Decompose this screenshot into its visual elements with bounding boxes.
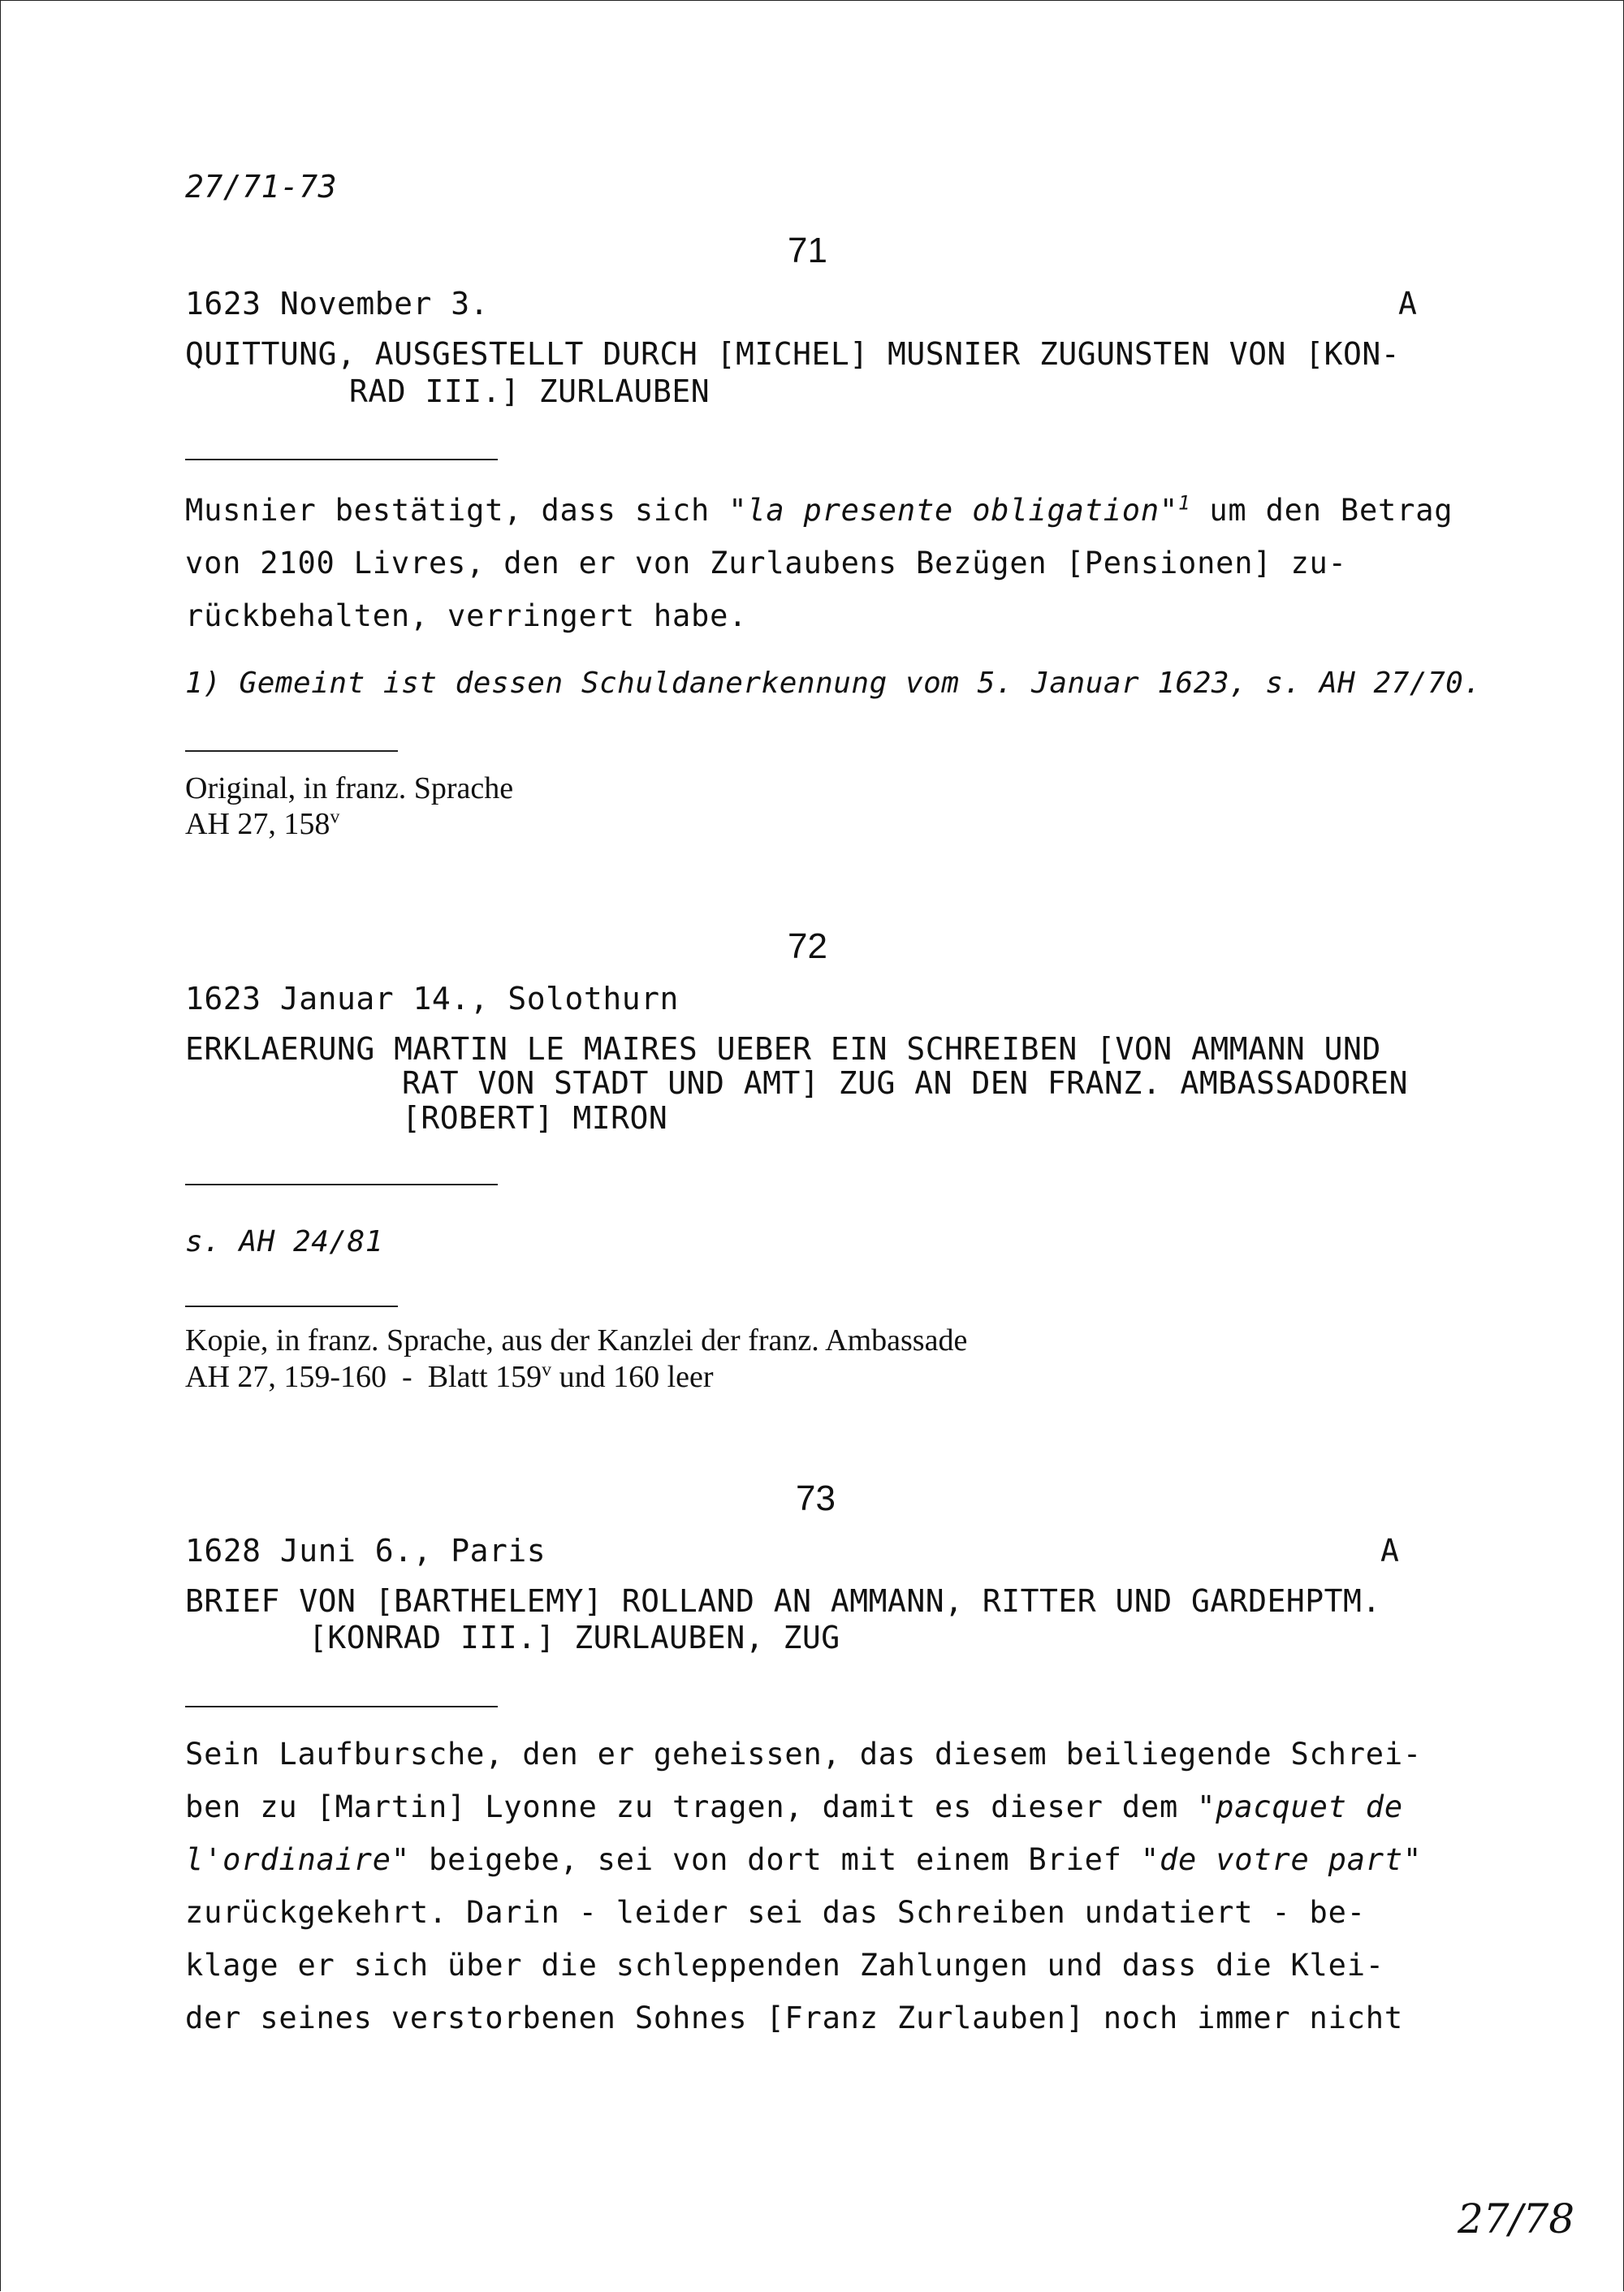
entry-72-source-line1: Kopie, in franz. Sprache, aus der Kanzlei der franz. Ambassade <box>185 1323 968 1358</box>
separator-rule <box>185 1184 498 1185</box>
separator-rule <box>185 1306 398 1307</box>
entry-71-date: 1623 November 3. <box>185 286 490 322</box>
entry-71-footnote: 1) Gemeint ist dessen Schuldanerkennung vom 5. Januar 1623, s. AH 27/70. <box>185 667 1482 700</box>
separator-rule <box>185 750 398 752</box>
separator-rule <box>185 1706 498 1707</box>
entry-number-73: 73 <box>796 1478 836 1518</box>
entry-72-title-line1: ERKLAERUNG MARTIN LE MAIRES UEBER EIN SCHREIBEN [VON AMMANN UND <box>185 1031 1381 1067</box>
entry-71-title-line2: RAD III.] ZURLAUBEN <box>349 373 710 409</box>
entry-73-summary-line3 <box>185 1833 1501 1886</box>
entry-73-marker: A <box>1380 1533 1400 1569</box>
quoted-phrase: "de votre part" <box>1140 1842 1423 1877</box>
entry-72-title-line2: RAT VON STADT UND AMT] ZUG AN DEN FRANZ. AMBASSADOREN <box>402 1065 1409 1101</box>
entry-72-title-line3: [ROBERT] MIRON <box>402 1100 668 1136</box>
entry-73-summary-line5: klage er sich über die schleppenden Zahlungen und dass die Klei- <box>185 1948 1384 1983</box>
entry-number-72: 72 <box>788 926 827 966</box>
entry-71-summary-line3: rückbehalten, verringert habe. <box>185 598 748 633</box>
entry-71-summary-line2: von 2100 Livres, den er von Zurlaubens Bezügen [Pensionen] zu- <box>185 546 1347 581</box>
text-segment: beigebe, sei von dort mit einem Brief <box>409 1842 1141 1877</box>
archive-reference: AH 27, 158 <box>185 807 330 841</box>
text-segment: und 160 leer <box>551 1360 714 1394</box>
entry-71-marker: A <box>1398 286 1418 322</box>
separator-rule <box>185 459 498 460</box>
text-segment: um den Betrag <box>1190 493 1453 528</box>
entry-73-summary-line2 <box>185 1781 1501 1833</box>
verso-marker: v <box>542 1359 552 1381</box>
archive-reference: AH 27, 159-160 - Blatt 159 <box>185 1360 542 1394</box>
entry-71-title-line1: QUITTUNG, AUSGESTELLT DURCH [MICHEL] MUSNIER ZUGUNSTEN VON [KON- <box>185 336 1401 372</box>
page-reference: 27/71-73 <box>185 169 338 205</box>
quoted-phrase: l'ordinaire" <box>185 1842 410 1877</box>
handwritten-page-number: 27/78 <box>1458 2195 1575 2242</box>
entry-73-title-line1: BRIEF VON [BARTHELEMY] ROLLAND AN AMMANN, RITTER UND GARDEHPTM. <box>185 1583 1381 1619</box>
entry-73-summary-line4: zurückgekehrt. Darin - leider sei das Schreiben undatiert - be- <box>185 1895 1366 1930</box>
entry-73-summary-line6: der seines verstorbenen Sohnes [Franz Zurlauben] noch immer nicht <box>185 2001 1403 2035</box>
footnote-marker: 1 <box>1178 491 1191 515</box>
entry-72-source-line2 <box>185 1358 714 1396</box>
entry-73-date: 1628 Juni 6., Paris <box>185 1533 546 1569</box>
entry-71-summary-line1 <box>185 484 1501 537</box>
entry-73-summary <box>185 1728 1501 2044</box>
entry-73-summary-line1: Sein Laufbursche, den er geheissen, das diesem beiliegende Schrei- <box>185 1737 1423 1772</box>
entry-72-reference: s. AH 24/81 <box>185 1225 383 1258</box>
quoted-phrase: "la presente obligation" <box>728 493 1179 528</box>
entry-72-date: 1623 Januar 14., Solothurn <box>185 981 679 1017</box>
entry-71-source-line2 <box>185 805 339 843</box>
text-segment: ben zu [Martin] Lyonne zu tragen, damit es dieser dem <box>185 1789 1198 1824</box>
entry-71-summary <box>185 484 1501 642</box>
text-segment: Musnier bestätigt, dass sich <box>185 493 729 528</box>
entry-number-71: 71 <box>788 231 827 270</box>
verso-marker: v <box>330 806 340 828</box>
entry-73-title-line2: [KONRAD III.] ZURLAUBEN, ZUG <box>309 1620 840 1655</box>
quoted-phrase: "pacquet de <box>1197 1789 1403 1824</box>
entry-71-source-line1: Original, in franz. Sprache <box>185 771 514 805</box>
